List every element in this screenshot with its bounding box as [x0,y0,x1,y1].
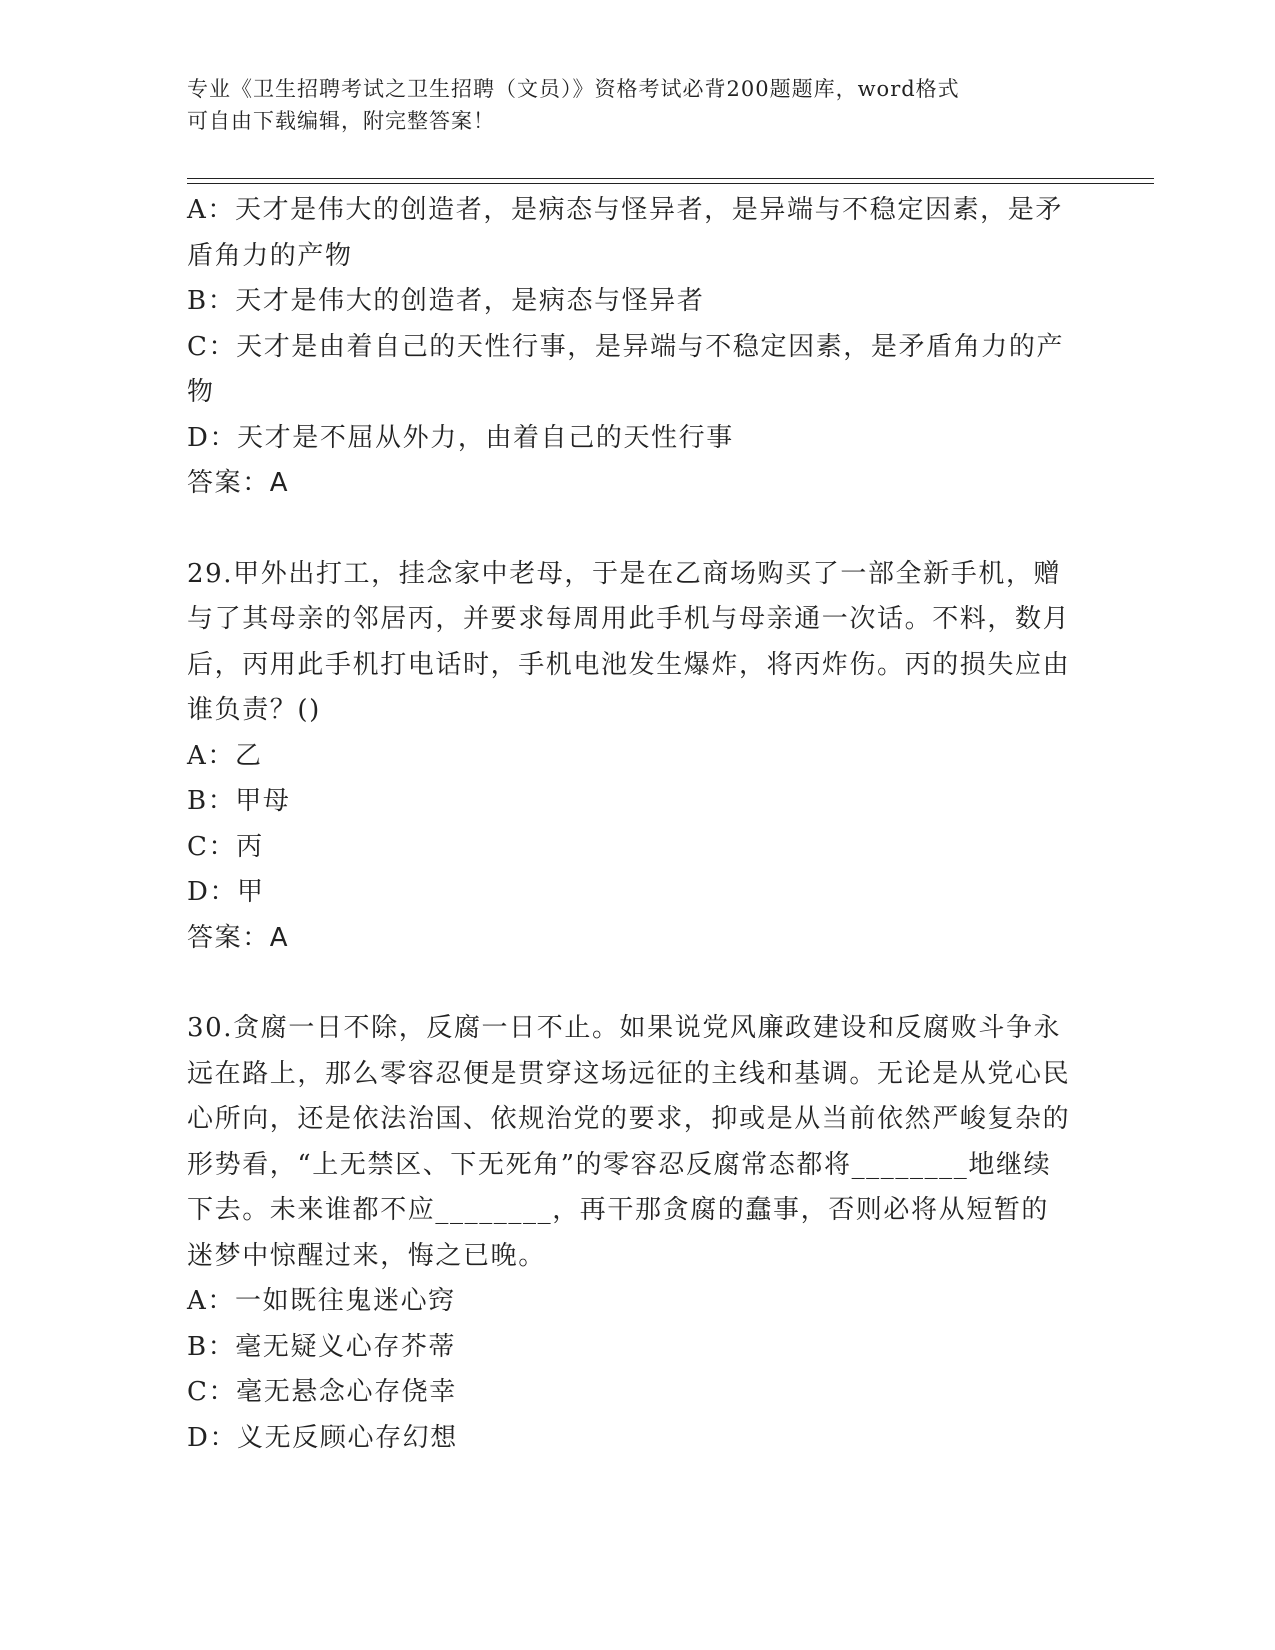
question-stem: 29.甲外出打工，挂念家中老母，于是在乙商场购买了一部全新手机，赠与了其母亲的邻居丙，并要求每周用此手机与母亲通一次话。不料，数月后，丙用此手机打电话时，手机电池发生爆炸，将丙炸伤。丙的损失应由谁负责？() [187,558,1071,725]
document-header [187,73,1067,137]
option-c: C：丙 [187,831,264,862]
header-line-2: 可自由下载编辑，附完整答案！ [187,109,495,133]
option-b: B：毫无疑义心存芥蒂 [187,1331,457,1362]
answer: 答案：A [187,922,290,953]
option-a: A：天才是伟大的创造者，是病态与怪异者，是异端与不稳定因素，是矛盾角力的产物 [187,195,1063,271]
option-d: D：天才是不屈从外力，由着自己的天性行事 [187,422,734,453]
header-rule-bottom [187,183,1154,184]
question-30 [187,1006,1072,1461]
option-c: C：天才是由着自己的天性行事，是异端与不稳定因素，是矛盾角力的产物 [187,331,1065,407]
option-d: D：甲 [187,877,265,907]
header-rule-top [187,178,1154,179]
header-line-1: 专业《卫生招聘考试之卫生招聘（文员）》资格考试必背200题题库，word格式 [187,77,960,101]
question-29 [187,552,1072,962]
question-28 [187,188,1072,507]
option-b: B：甲母 [187,786,291,816]
option-c: C：毫无悬念心存侥幸 [187,1377,457,1407]
spacer [187,961,1072,1006]
option-a: A：乙 [187,740,263,771]
option-b: B：天才是伟大的创造者，是病态与怪异者 [187,286,705,316]
option-a: A：一如既往鬼迷心窍 [187,1286,456,1316]
answer: 答案：A [187,468,290,498]
question-stem: 30.贪腐一日不除，反腐一日不止。如果说党风廉政建设和反腐败斗争永远在路上，那么零容忍便是贯穿这场远征的主线和基调。无论是从党心民心所向，还是依法治国、依规治党的要求，抑或是从当前依然严峻复杂的形势看，“上无禁区、下无死角”的零容忍反腐常态都将________地继续下去。未来谁都不应________，再干那贪腐的蠢事，否则必将从短暂的迷梦中惊醒过来，悔之已晚。 [187,1013,1071,1271]
option-d: D：义无反顾心存幻想 [187,1422,458,1453]
spacer [187,507,1072,552]
document-body [187,188,1072,1461]
